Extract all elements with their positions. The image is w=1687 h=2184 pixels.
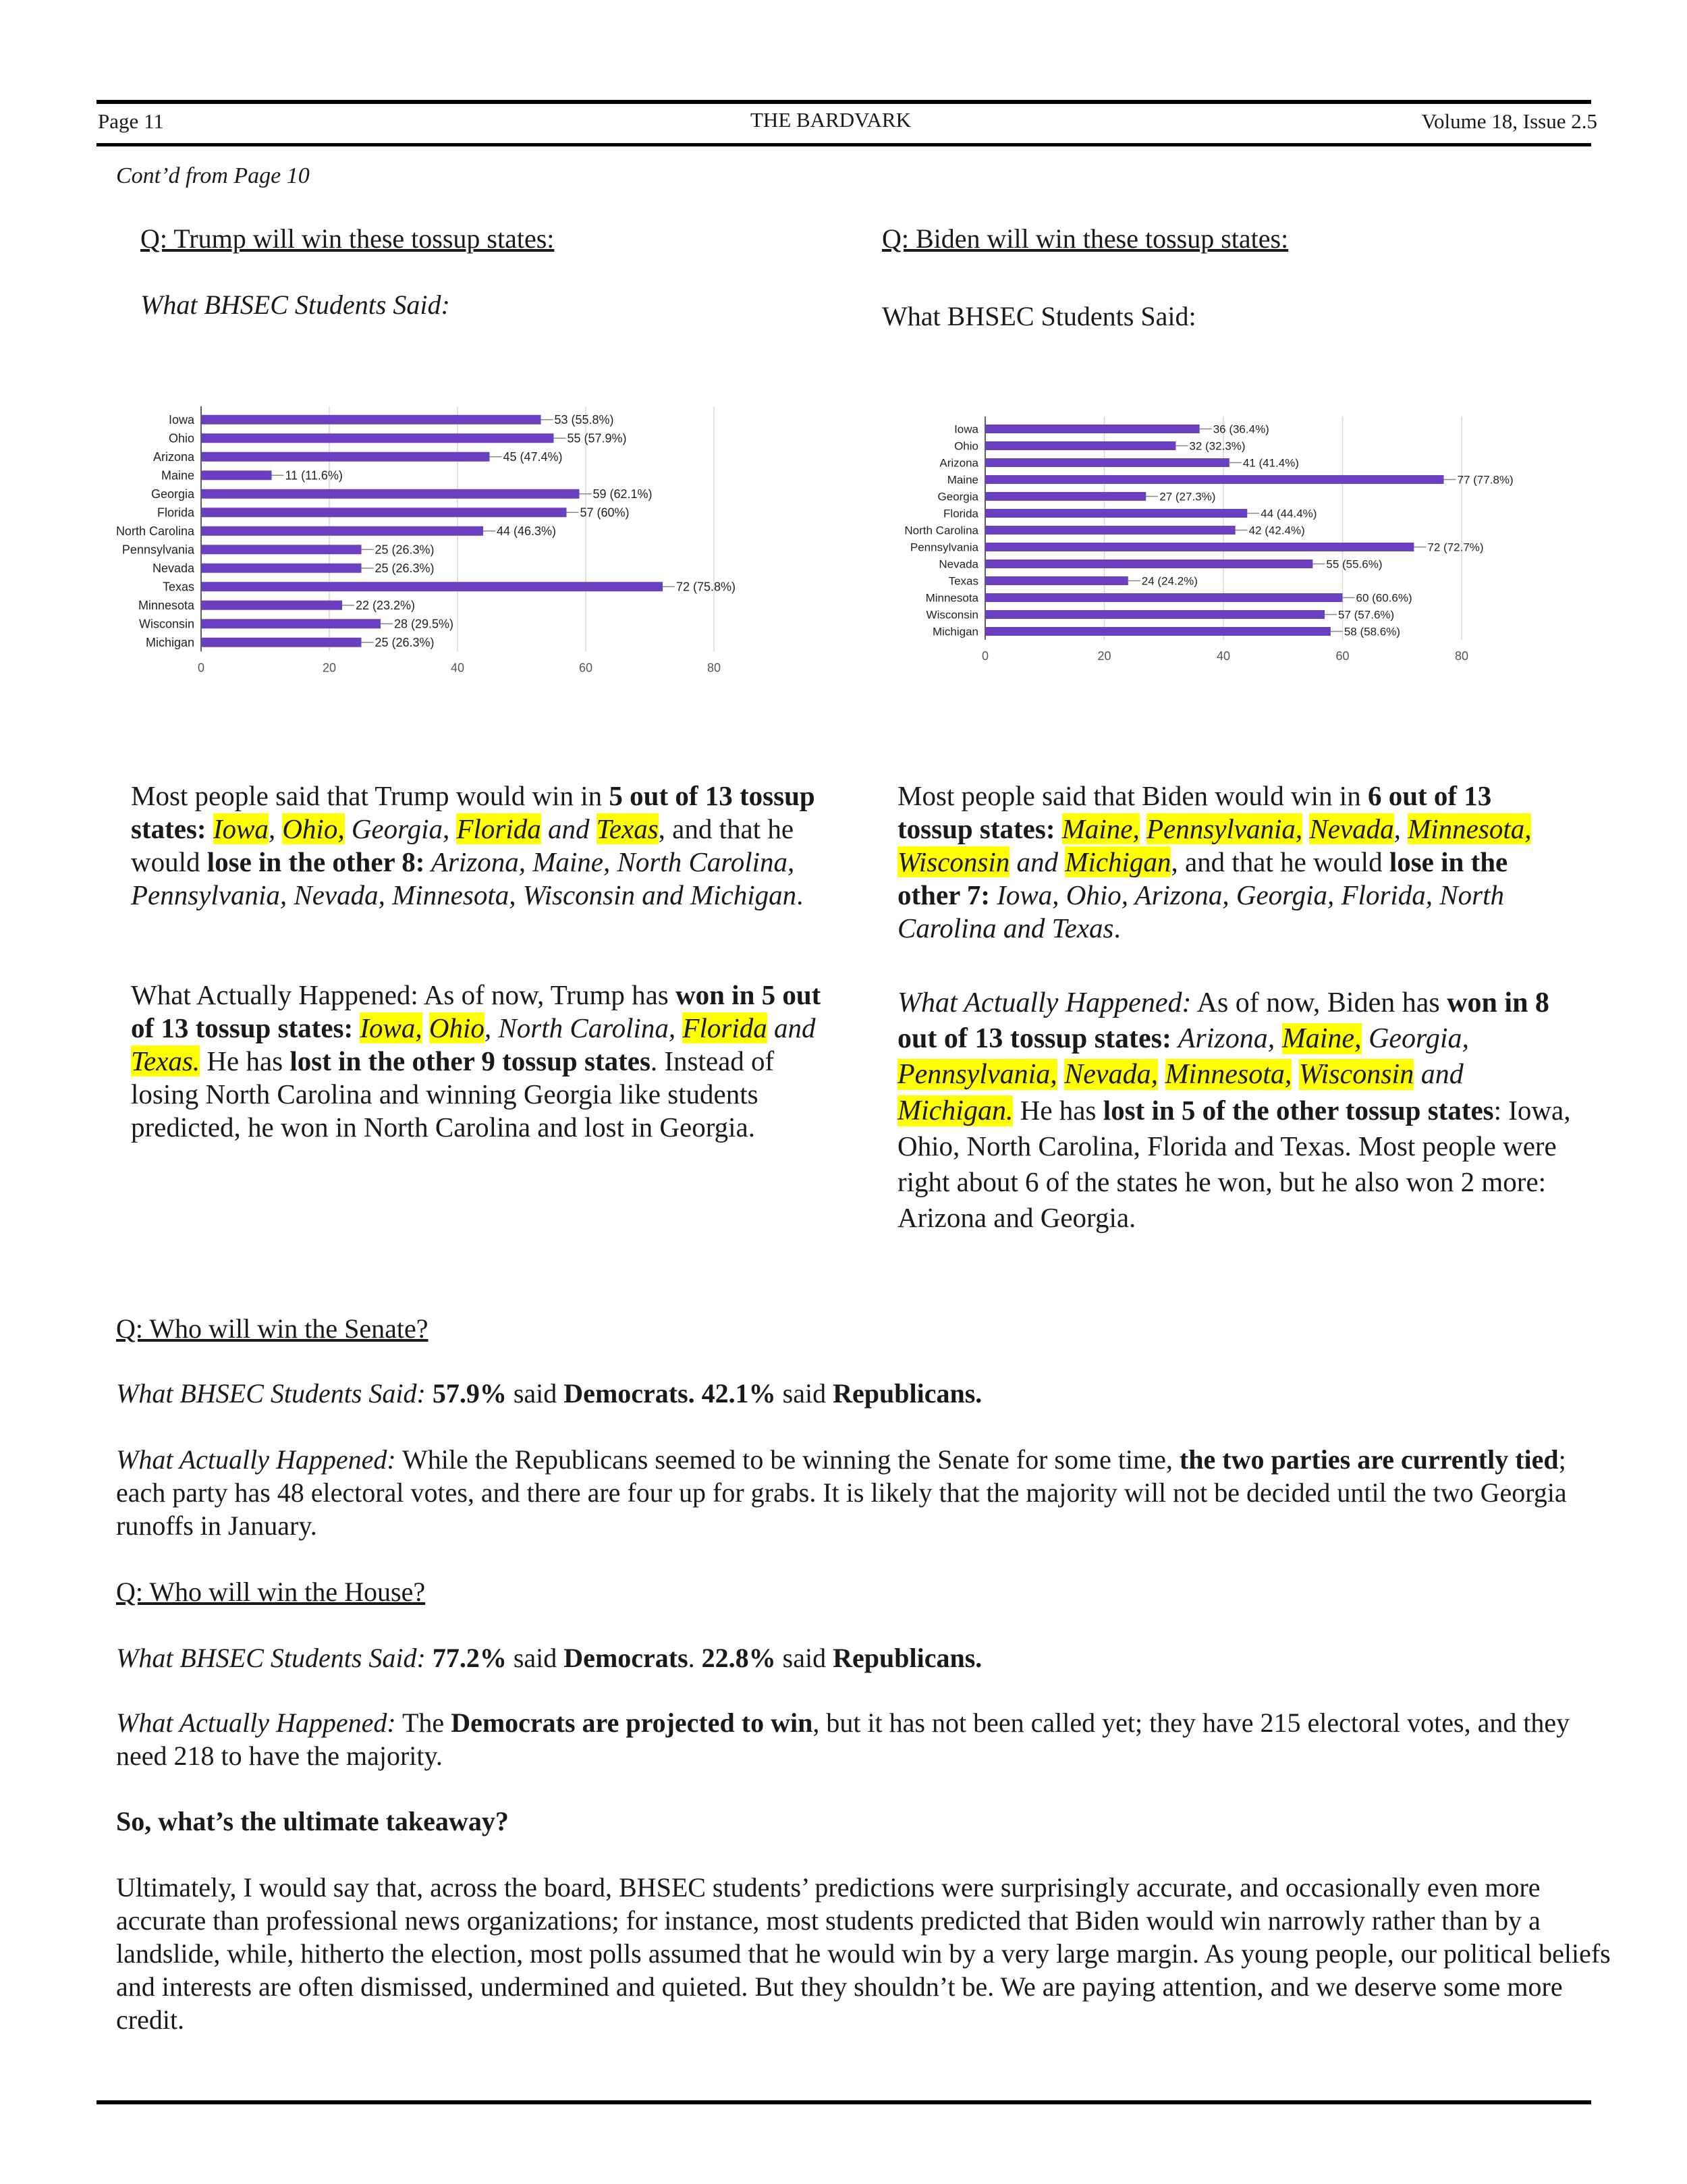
continued-note: Cont’d from Page 10 xyxy=(116,163,310,188)
t34: Arizona, xyxy=(1171,1023,1282,1054)
t6: , and that he would xyxy=(131,813,794,877)
t39: and xyxy=(1414,1059,1464,1090)
x-tick-label: 60 xyxy=(578,661,593,675)
hl-maine-2: Maine, xyxy=(1281,1023,1362,1054)
bar xyxy=(985,593,1343,602)
category-label: Arizona xyxy=(153,449,194,464)
bar xyxy=(985,441,1176,450)
bar xyxy=(201,582,663,591)
biden-actual-paragraph xyxy=(897,985,1572,1236)
bar xyxy=(985,559,1312,568)
category-label: Wisconsin xyxy=(138,617,194,631)
t58: . xyxy=(688,1643,702,1673)
category-label: Pennsylvania xyxy=(121,543,194,557)
data-label: 77 (77.8%) xyxy=(1457,473,1514,487)
bar xyxy=(985,627,1331,636)
hl-penn-2: Pennsylvania, xyxy=(897,1059,1057,1090)
t22 xyxy=(1140,813,1146,844)
footer-rule xyxy=(96,2100,1591,2104)
data-label: 60 (60.6%) xyxy=(1356,591,1412,605)
category-label: North Carolina xyxy=(904,524,978,537)
t24: , xyxy=(1393,813,1408,844)
category-label: North Carolina xyxy=(115,524,194,538)
category-label: Ohio xyxy=(168,431,194,445)
category-label: Pennsylvania xyxy=(910,541,978,554)
bar xyxy=(201,638,362,647)
trump-prediction-paragraph xyxy=(131,780,833,912)
takeaway-body: Ultimately, I would say that, across the board, BHSEC students’ predictions were surprisingly accurate, and occasionally even more accurate than professional news organizations; for instance, most students predicted that Biden would win narrowly rather than by a landslide, while, hitherto the election, most polls assumed that he would win by a very large margin. As young people, our political beliefs and interests are often dismissed, undermined and quieted. But they shouldn’t be. We are paying attention, and we deserve some more credit. xyxy=(116,1872,1611,2035)
category-label: Michigan xyxy=(145,635,194,649)
category-label: Nevada xyxy=(939,557,978,571)
x-tick-label: 20 xyxy=(322,661,337,675)
t63: The xyxy=(395,1708,451,1738)
biden-bar-chart xyxy=(884,408,1559,678)
bar xyxy=(985,492,1146,501)
t23 xyxy=(1302,813,1309,844)
t3: , xyxy=(268,813,283,844)
data-label: 42 (42.4%) xyxy=(1248,524,1305,537)
category-label: Georgia xyxy=(150,487,194,501)
t15: and xyxy=(767,1012,816,1043)
data-label: 32 (32.3%) xyxy=(1189,439,1246,453)
category-label: Minnesota xyxy=(138,598,194,612)
t37 xyxy=(1158,1059,1165,1090)
bar xyxy=(201,489,580,499)
bar xyxy=(201,433,554,443)
hl-texas: Texas xyxy=(596,813,659,844)
biden-question: Q: Biden will win these tossup states: xyxy=(882,223,1289,254)
t40: He has xyxy=(1013,1095,1103,1126)
category-label: Minnesota xyxy=(925,591,978,605)
data-label: 53 (55.8%) xyxy=(554,412,614,427)
data-label: 24 (24.2%) xyxy=(1141,574,1198,588)
t4: Georgia, xyxy=(344,813,457,844)
house-actual xyxy=(116,1706,1601,1772)
bar xyxy=(985,543,1414,551)
t32: As of now, Biden has xyxy=(1191,987,1447,1018)
t60: said xyxy=(775,1643,833,1673)
bar xyxy=(201,545,362,554)
data-label: 72 (75.8%) xyxy=(676,580,736,594)
house-said xyxy=(116,1641,1601,1674)
category-label: Maine xyxy=(161,468,194,483)
hl-iowa: Iowa xyxy=(213,813,269,844)
t10: What Actually Happened: As of now, Trump has xyxy=(131,979,676,1010)
t59: 22.8% xyxy=(701,1643,776,1673)
issue-info: Volume 18, Issue 2.5 xyxy=(1421,109,1597,133)
bar xyxy=(201,452,490,462)
t46: Democrats. xyxy=(563,1378,695,1409)
hl-penn: Pennsylvania, xyxy=(1146,813,1303,844)
t19: Most people said that Biden would win in xyxy=(897,780,1368,811)
t36 xyxy=(1057,1059,1065,1090)
t30: . xyxy=(1113,912,1121,944)
bar xyxy=(985,610,1325,619)
data-label: 59 (62.1%) xyxy=(592,487,653,501)
hl-ohio-2: Ohio xyxy=(428,1012,485,1043)
t16: He has xyxy=(200,1045,290,1076)
x-tick-label: 40 xyxy=(1216,649,1231,663)
hl-nevada: Nevada xyxy=(1309,813,1394,844)
hl-texas-2: Texas. xyxy=(131,1045,200,1076)
category-label: Wisconsin xyxy=(926,608,978,622)
t53: ; each party has 48 electoral votes, and there are four up for grabs. It is likely that the majority will not be decided until the two Georgia runoffs in January. xyxy=(116,1444,1567,1541)
hl-mich-2: Michigan. xyxy=(897,1095,1014,1126)
hl-wisc-2: Wisconsin xyxy=(1298,1059,1414,1090)
t45: said xyxy=(506,1378,564,1409)
bar xyxy=(201,526,483,536)
data-label: 45 (47.4%) xyxy=(503,449,563,464)
data-label: 44 (46.3%) xyxy=(497,524,557,538)
senate-actual xyxy=(116,1443,1601,1542)
t14: , North Carolina, xyxy=(484,1012,683,1043)
data-label: 11 (11.6%) xyxy=(285,468,343,483)
data-label: 55 (57.9%) xyxy=(567,431,627,445)
x-tick-label: 0 xyxy=(981,649,989,663)
hl-wisc: Wisconsin xyxy=(897,846,1010,877)
t1: Most people said that Trump would win in xyxy=(131,780,609,811)
hl-florida-2: Florida xyxy=(682,1012,767,1043)
t5: and xyxy=(541,813,597,844)
trump-bar-chart xyxy=(88,398,763,675)
t44: 57.9% xyxy=(432,1378,507,1409)
category-label: Georgia xyxy=(937,490,978,503)
t31: What Actually Happened: xyxy=(897,987,1192,1018)
data-label: 28 (29.5%) xyxy=(394,617,454,631)
data-label: 57 (57.6%) xyxy=(1338,608,1395,622)
data-label: 55 (55.6%) xyxy=(1326,557,1383,571)
category-label: Florida xyxy=(157,506,194,520)
x-tick-label: 40 xyxy=(450,661,465,675)
t9: . xyxy=(796,879,804,910)
hl-nevada-2: Nevada, xyxy=(1064,1059,1159,1090)
t55: 77.2% xyxy=(432,1643,507,1673)
t54: What BHSEC Students Said: xyxy=(116,1643,426,1673)
category-label: Michigan xyxy=(932,625,978,638)
senate-question: Q: Who will win the Senate? xyxy=(116,1313,428,1344)
bar xyxy=(985,526,1236,535)
data-label: 57 (60%) xyxy=(580,506,630,520)
t12 xyxy=(353,1012,360,1043)
t65: , but it has not been called yet; they have 215 electoral votes, and they need 218 to have the majority. xyxy=(116,1708,1570,1771)
t20: 6 out of 13 tossup states: xyxy=(897,780,1492,844)
category-label: Nevada xyxy=(152,561,194,575)
header-top-rule xyxy=(96,100,1591,104)
t50: What Actually Happened: xyxy=(116,1444,396,1475)
t28: lose in the other 7: xyxy=(897,846,1508,910)
t47: 42.1% xyxy=(701,1378,776,1409)
category-label: Iowa xyxy=(168,412,194,427)
trump-chart xyxy=(88,398,763,678)
t11: won in 5 out of 13 tossup states: xyxy=(131,979,821,1043)
t48: said xyxy=(775,1378,833,1409)
t57: Democrats xyxy=(563,1643,688,1673)
data-label: 72 (72.7%) xyxy=(1427,541,1484,554)
t61: Republicans. xyxy=(833,1643,983,1673)
t35: Georgia, xyxy=(1361,1023,1470,1054)
t27: , and that he would xyxy=(1171,846,1389,877)
biden-said-label: What BHSEC Students Said: xyxy=(882,301,1196,331)
bar xyxy=(985,475,1444,484)
data-label: 25 (26.3%) xyxy=(375,543,435,557)
bar xyxy=(201,619,381,628)
biden-chart xyxy=(884,408,1559,682)
hl-minn-2: Minnesota, xyxy=(1165,1059,1292,1090)
t38 xyxy=(1292,1059,1299,1090)
t8: Arizona, Maine, North Carolina, Pennsylvania, Nevada, Minnesota, Wisconsin and Michigan xyxy=(131,846,797,910)
hl-mich: Michigan xyxy=(1065,846,1171,877)
hl-ohio: Ohio, xyxy=(282,813,345,844)
trump-actual-paragraph xyxy=(131,979,833,1144)
t18: . Instead of losing North Carolina and winning Georgia like students predicted, he won in North Carolina and lost in Georgia. xyxy=(131,1045,775,1143)
t52: the two parties are currently tied xyxy=(1179,1444,1559,1475)
data-label: 22 (23.2%) xyxy=(356,598,416,612)
house-question: Q: Who will win the House? xyxy=(116,1577,426,1607)
category-label: Iowa xyxy=(954,422,978,436)
t26: and xyxy=(1010,846,1066,877)
t43: What BHSEC Students Said: xyxy=(116,1378,426,1409)
hl-iowa-2: Iowa, xyxy=(360,1012,422,1043)
bar xyxy=(985,576,1128,585)
hl-maine: Maine, xyxy=(1061,813,1140,844)
t17: lost in the other 9 tossup states xyxy=(289,1045,651,1076)
takeaway-heading xyxy=(116,1805,1601,1838)
t33: won in 8 out of 13 tossup states: xyxy=(897,987,1549,1054)
bar xyxy=(201,564,362,573)
x-tick-label: 0 xyxy=(197,661,205,675)
data-label: 41 (41.4%) xyxy=(1242,456,1299,470)
t41: lost in 5 of the other tossup states xyxy=(1103,1095,1494,1126)
t49: Republicans. xyxy=(833,1378,983,1409)
bar xyxy=(201,415,541,425)
t13 xyxy=(422,1012,429,1043)
t29: Iowa, Ohio, Arizona, Georgia, Florida, North Carolina and Texas xyxy=(897,879,1504,944)
x-tick-label: 80 xyxy=(707,661,721,675)
category-label: Maine xyxy=(947,473,978,487)
data-label: 25 (26.3%) xyxy=(375,635,435,649)
data-label: 44 (44.4%) xyxy=(1261,507,1317,520)
category-label: Texas xyxy=(948,574,978,588)
data-label: 36 (36.4%) xyxy=(1213,422,1269,436)
header-bottom-rule xyxy=(96,143,1591,146)
trump-question: Q: Trump will win these tossup states: xyxy=(140,223,555,254)
senate-said xyxy=(116,1377,1601,1410)
newspaper-title: THE BARDVARK xyxy=(750,108,911,132)
t21 xyxy=(1055,813,1062,844)
bar xyxy=(985,458,1229,467)
bar xyxy=(201,470,272,480)
t66: So, what’s the ultimate takeaway? xyxy=(116,1806,509,1836)
t7: lose in the other 8: xyxy=(206,846,425,877)
t56: said xyxy=(506,1643,564,1673)
bar xyxy=(985,509,1247,518)
x-tick-label: 20 xyxy=(1097,649,1111,663)
category-label: Florida xyxy=(943,507,978,520)
t62: What Actually Happened: xyxy=(116,1708,396,1738)
bar xyxy=(985,425,1200,433)
bar xyxy=(201,508,567,517)
t51: While the Republicans seemed to be winning the Senate for some time, xyxy=(395,1444,1180,1475)
data-label: 25 (26.3%) xyxy=(375,561,435,575)
hl-minn: Minnesota, xyxy=(1408,813,1532,844)
biden-prediction-paragraph xyxy=(897,780,1572,945)
category-label: Texas xyxy=(162,580,194,594)
category-label: Arizona xyxy=(939,456,978,470)
page-number: Page 11 xyxy=(98,109,164,133)
bar xyxy=(201,601,342,610)
t42: : Iowa, Ohio, North Carolina, Florida and Texas. Most people were right about 6 of the states he won, but he also won 2 more: Arizona and Georgia. xyxy=(897,1095,1571,1233)
data-label: 27 (27.3%) xyxy=(1159,490,1216,503)
trump-said-label: What BHSEC Students Said: xyxy=(140,290,450,320)
x-tick-label: 80 xyxy=(1454,649,1469,663)
data-label: 58 (58.6%) xyxy=(1344,625,1401,638)
t64: Democrats are projected to win xyxy=(451,1708,813,1738)
t2: 5 out of 13 tossup states: xyxy=(131,780,815,844)
x-tick-label: 60 xyxy=(1335,649,1350,663)
category-label: Ohio xyxy=(954,439,978,453)
hl-florida: Florida xyxy=(456,813,541,844)
